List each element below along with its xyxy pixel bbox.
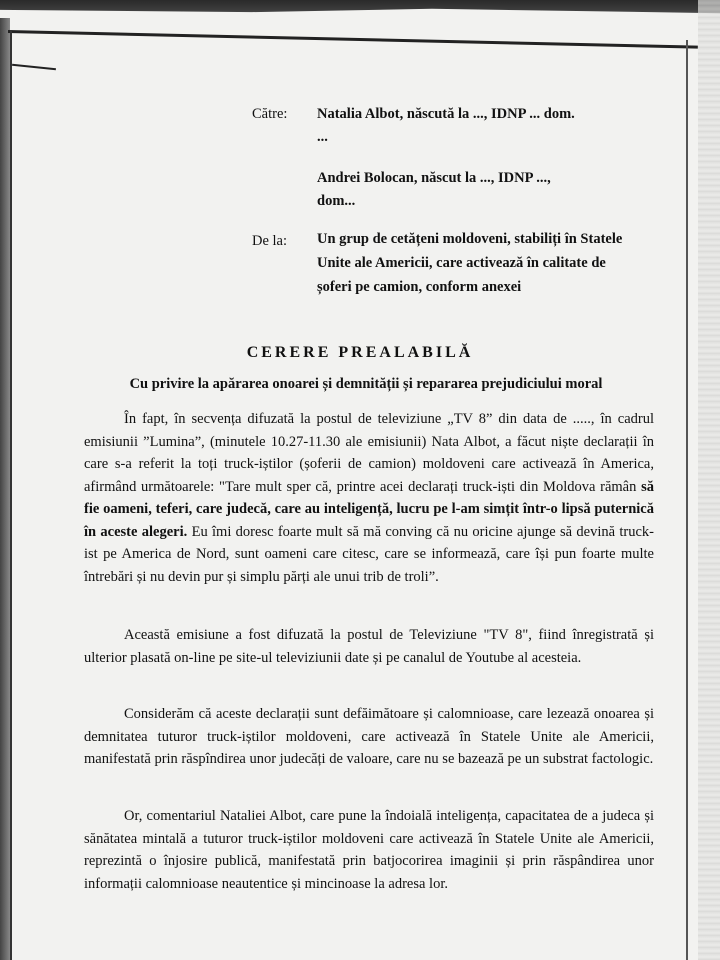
page-border-left: [10, 30, 12, 960]
pen-mark: [12, 64, 56, 71]
scan-right-edge: [698, 0, 720, 960]
paragraph-1: [84, 408, 654, 588]
addressee-person1-line1: Natalia Albot, născută la ..., IDNP ... dom.: [317, 106, 575, 122]
paragraph-3: Considerăm că aceste declarații sunt defăimătoare și calomnioase, care lezează onoarea și demnitatea tuturor truck-iștilor moldoveni, care activează în Statele Unite ale Americii, manifestată prin răspîndirea unor judecăți de valoare, care nu se bazează pe un substrat factologic.: [84, 706, 654, 767]
paragraph-2: Această emisiune a fost difuzată la postul de Televiziune "TV 8", fiind înregistrată și ulterior plasată on-line pe site-ul televiziunii date și pe canalul de Youtube al acesteia.: [84, 627, 654, 666]
scan-top-edge: [0, 0, 720, 22]
paragraph-4: Or, comentariul Nataliei Albot, care pune la îndoială inteligența, capacitatea de a judeca și sănătatea mintală a tuturor truck-iștilor moldoveni care activează în Statele Unite ale Americii, reprezintă o înjosire publică, manifestată prin batjocorirea imaginii și prin răspândirea unor informații calomnioase neautentice și mincinoase la adresa lor.: [84, 808, 654, 892]
page-border-top: [8, 30, 698, 49]
paragraph-1-text-b: Eu îmi doresc foarte mult să mă conving că nu oricine ajunge să devină truck-ist pe America de Nord, sunt oameni care citesc, care se informează, care își pun foarte multe întrebări și nu devin pur și simplu părți ale unui trib de troli”.: [84, 523, 654, 585]
document-title: CERERE PREALABILĂ: [246, 344, 474, 361]
page-border-right: [686, 40, 688, 960]
addressee-person1-line2: ...: [317, 129, 328, 145]
sender-text: Un grup de cetățeni moldoveni, stabiliți în Statele Unite ale Americii, care activează în calitate de șoferi pe camion, conform anexei: [317, 231, 623, 295]
paragraph-1-bold-quote: să fie oameni, teferi, care judecă, care au inteligență, lucru pe l-am simțit într-o lipsă puternică în aceste alegeri.: [84, 478, 654, 540]
addressee-label: Către:: [252, 106, 288, 122]
document-subtitle: Cu privire la apărarea onoarei și demnității și repararea prejudiciului moral: [129, 376, 603, 392]
scan-left-edge: [0, 18, 10, 960]
addressee-person2-line1: Andrei Bolocan, născut la ..., IDNP ...,: [317, 170, 551, 186]
addressee-person2-line2: dom...: [317, 193, 356, 209]
paragraph-1-text-a: În fapt, în secvența difuzată la postul de televiziune „TV 8” din data de ....., în cadrul emisiunii ”Lumina”, (minutele 10.27-11.30 ale emisiunii) Nata Albot, a făcut niște declarații în care s-a referit la toți truck-iștilor (șoferii de camion) moldoveni care activează în America, afirmând următoarele: "Tare mult sper că, printre acei declarați truck-iști din Moldova rămân: [84, 411, 654, 495]
sender-label: De la:: [252, 233, 288, 249]
